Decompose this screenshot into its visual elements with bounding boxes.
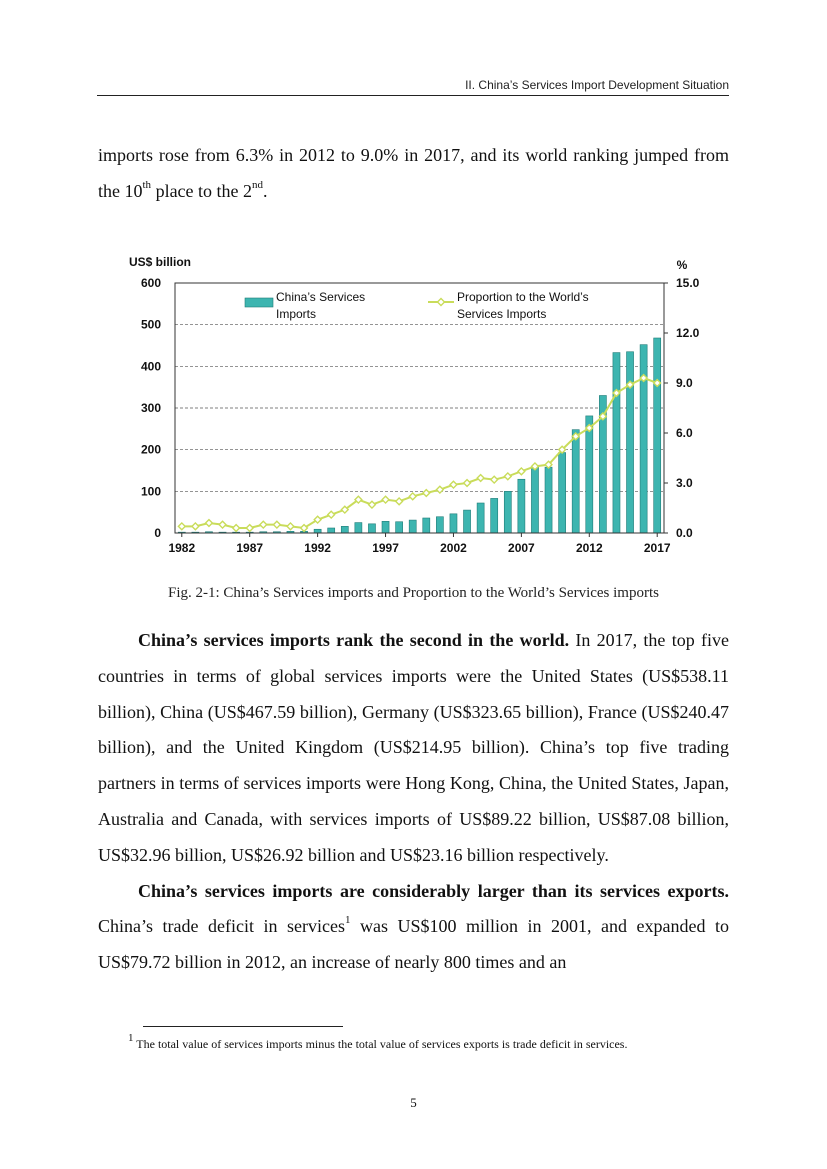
bar <box>627 352 634 533</box>
line-point <box>192 523 199 530</box>
y-tick-label: 400 <box>140 359 161 374</box>
line-point <box>246 525 253 532</box>
line-point <box>273 521 280 528</box>
bar <box>572 430 579 533</box>
x-tick-label: 1987 <box>236 541 264 555</box>
line-point <box>328 511 335 518</box>
line-point <box>409 493 416 500</box>
line-point <box>369 501 376 508</box>
bar <box>409 520 416 533</box>
figure-caption: Fig. 2-1: China’s Services imports and Proportion to the World’s Services imports <box>168 585 659 601</box>
y2-tick-label: 9.0 <box>676 376 693 390</box>
bar <box>341 526 348 533</box>
x-tick-label: 2007 <box>508 541 535 555</box>
paragraph-intro-text: imports rose from 6.3% in 2012 to 9.0% in 2017, and its world ranking jumped from the 10th place to the 2nd. <box>98 145 729 201</box>
line-point <box>219 521 226 528</box>
bar <box>450 514 457 533</box>
paragraph-deficit-lead: China’s services imports are considerably larger than its services exports. <box>138 880 729 901</box>
legend-marker-swatch <box>438 299 445 306</box>
bar <box>613 353 620 533</box>
footnote-rule <box>143 1026 343 1027</box>
bar <box>396 522 403 533</box>
bar <box>504 491 511 533</box>
bar <box>640 345 647 533</box>
legend-label-proportion: Proportion to the World’s Services Imports <box>457 290 589 321</box>
bar <box>654 338 661 533</box>
y-axis-label: US$ billion <box>129 255 192 269</box>
paragraph-deficit: China’s services imports are considerably larger than its services exports. China’s trade deficit in services$^1$ was US$100 million in 2001, and expanded to US$79.72 billion in 2012, an increase of nearly 800 times and an <box>98 880 729 973</box>
bar <box>355 523 362 533</box>
footnote-text: The total value of services imports minus the total value of services exports is trade deficit in services. <box>133 1037 628 1051</box>
x-tick-label: 1982 <box>168 541 196 555</box>
bar <box>314 529 321 533</box>
line-point <box>260 521 267 528</box>
footnote-number: 1 <box>128 1032 134 1044</box>
y-tick-label: 100 <box>140 484 161 499</box>
y2-tick-label: 6.0 <box>676 426 693 440</box>
bar <box>586 416 593 533</box>
bar <box>559 453 566 533</box>
line-point <box>477 475 484 482</box>
x-tick-label: 2002 <box>440 541 467 555</box>
bar <box>477 503 484 533</box>
y2-tick-label: 12.0 <box>676 326 700 340</box>
line-point <box>233 525 240 532</box>
bar <box>382 521 389 533</box>
legend-bar-swatch <box>245 298 273 307</box>
paragraph-intro <box>98 138 729 210</box>
paragraph-ranking <box>98 623 729 874</box>
y-tick-label: 500 <box>140 317 161 332</box>
line-point <box>396 498 403 505</box>
bar <box>423 518 430 533</box>
paragraph-ranking-lead: China’s services imports rank the second in the world. <box>138 630 570 650</box>
paragraph-ranking-text: In 2017, the top five countries in terms of global services imports were the United States (US$538.11 billion), China (US$467.59 billion), Germany (US$323.65 billion), France (US$240.47 billion), and the United Kingdom (US$214.95 billion). China’s top five trading partners in terms of services imports were Hong Kong, China, the United States, Japan, Australia and Canada, with services imports of US$89.22 billion, US$87.08 billion, US$32.96 billion, US$26.92 billion and US$23.16 billion respectively. <box>98 630 729 865</box>
bar <box>518 479 525 533</box>
line-point <box>423 490 430 497</box>
line-point <box>491 476 498 483</box>
line-point <box>206 520 213 527</box>
line-point <box>504 473 511 480</box>
chart-canvas <box>118 250 718 570</box>
y-tick-label: 600 <box>140 276 161 290</box>
line-point <box>382 496 389 503</box>
running-header: II. China’s Services Import Development Situation <box>465 78 729 92</box>
x-tick-label: 1992 <box>304 541 331 555</box>
bar <box>368 524 375 533</box>
x-tick-label: 1997 <box>372 541 399 555</box>
footnote <box>98 1032 729 1053</box>
line-point <box>178 523 185 530</box>
y2-tick-label: 15.0 <box>676 276 700 290</box>
y2-axis-label: % <box>676 258 688 272</box>
y2-tick-label: 3.0 <box>676 476 693 490</box>
line-point <box>436 486 443 493</box>
line-point <box>450 481 457 488</box>
line-point <box>518 468 525 475</box>
x-tick-label: 2017 <box>643 541 671 555</box>
bar <box>436 517 443 533</box>
page-number: 5 <box>410 1095 417 1110</box>
footnote-reference[interactable]: 1 <box>344 914 351 927</box>
bar <box>545 467 552 533</box>
services-imports-chart <box>118 250 718 570</box>
line-point <box>464 480 471 487</box>
header-rule <box>97 95 729 96</box>
y-tick-label: 0 <box>154 526 161 540</box>
y-tick-label: 200 <box>140 442 161 457</box>
bar <box>328 528 335 533</box>
x-tick-label: 2012 <box>575 541 603 555</box>
y-tick-label: 300 <box>140 401 161 415</box>
bar <box>491 498 498 533</box>
bar <box>464 510 471 533</box>
bar <box>531 467 538 533</box>
line-point <box>287 523 294 530</box>
y2-tick-label: 0.0 <box>676 526 693 540</box>
legend-label-imports: China’s Services Imports <box>276 290 366 321</box>
body-section <box>98 623 729 981</box>
